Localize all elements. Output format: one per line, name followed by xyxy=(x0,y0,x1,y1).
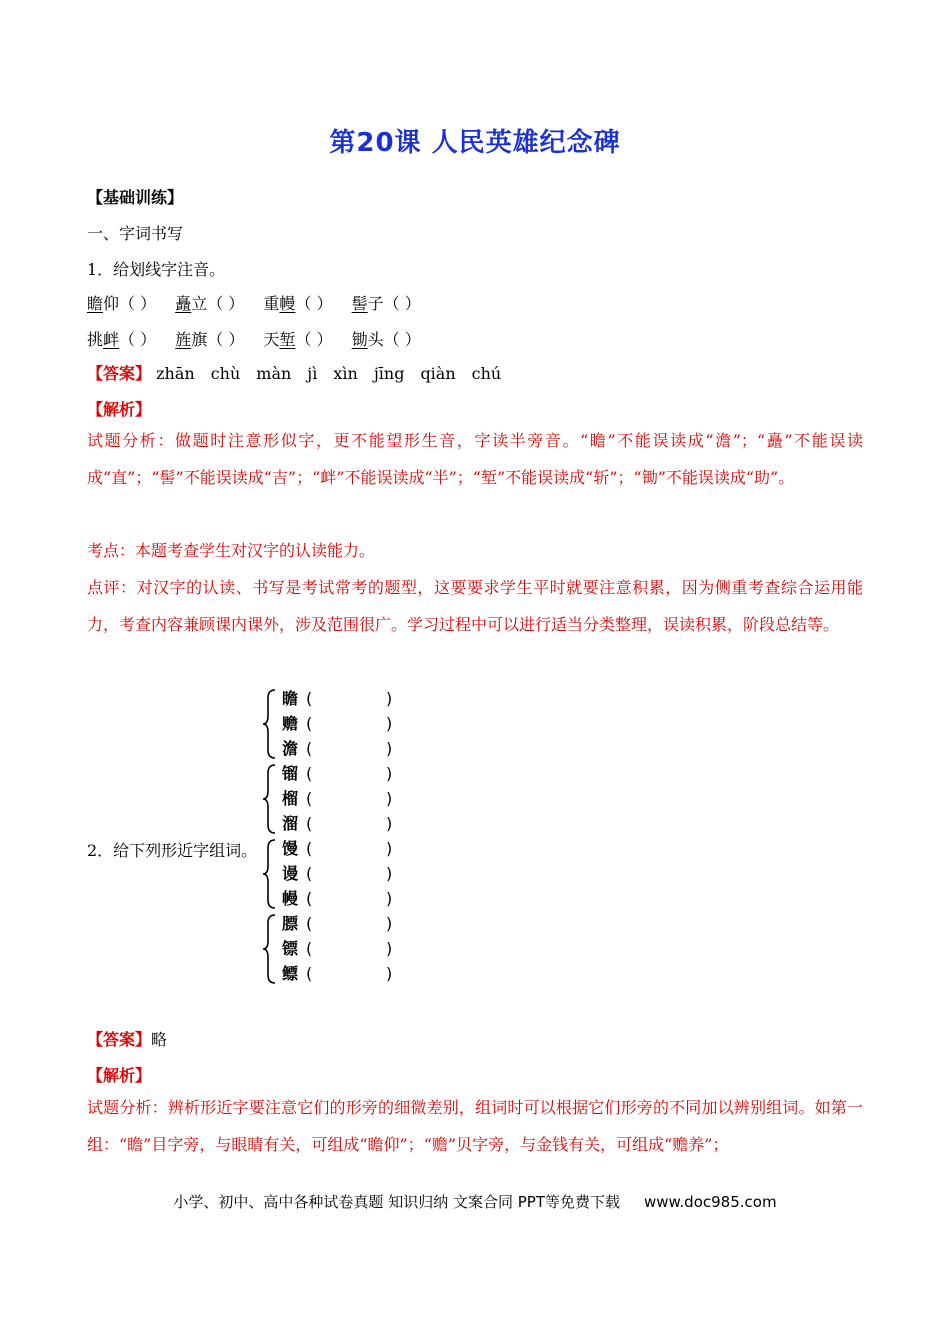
group-row: 幔 ( ) xyxy=(282,889,393,908)
group-row: 榴 ( ) xyxy=(282,789,393,808)
analysis-2: 试题分析：辨析形近字要注意它们的形旁的细微差别，组词时可以根据它们形旁的不同加以辨别组词。如第一组：“瞻”目字旁，与眼睛有关，可组成“瞻仰”；“赡”贝字旁，与金钱有关，可组成“赡养”； xyxy=(87,1098,863,1154)
char-group xyxy=(262,686,402,760)
item: 重幔（ ） xyxy=(263,294,333,313)
group-row: 赡 ( ) xyxy=(282,714,393,733)
answer-1: 【答案】 zhān chù màn jì xìn jīng qiàn chú xyxy=(87,364,502,383)
group-row: 馒 ( ) xyxy=(282,839,393,858)
comment-1: 点评：对汉字的认读、书写是考试常考的题型，这要要求学生平时就要注意积累，因为侧重考查综合运用能力，考查内容兼顾课内课外，涉及范围很广。学习过程中可以进行适当分类整理，误读积累，阶段总结等。 xyxy=(87,578,863,634)
char-group xyxy=(262,761,402,835)
group-row: 鳔 ( ) xyxy=(282,964,393,983)
question-1-row-2 xyxy=(87,327,421,350)
item: 旌旗（ ） xyxy=(175,330,245,349)
group-row: 瞻 ( ) xyxy=(282,689,393,708)
char-group xyxy=(262,911,402,985)
char-groups xyxy=(262,686,412,986)
brace-icon xyxy=(262,688,276,760)
group-row: 谩 ( ) xyxy=(282,864,393,883)
brace-icon xyxy=(262,763,276,835)
section-heading: 【基础训练】 xyxy=(87,188,184,207)
footer-text: 小学、初中、高中各种试卷真题 知识归纳 文案合同 PPT等免费下载 xyxy=(173,1193,620,1211)
item: 挑衅（ ） xyxy=(87,330,157,349)
group-row: 镏 ( ) xyxy=(282,764,393,783)
question-1-row-1 xyxy=(87,291,421,314)
part-heading: 一、字词书写 xyxy=(87,224,184,243)
answer-2: 【答案】略 xyxy=(87,1030,168,1049)
footer xyxy=(0,1191,950,1212)
point-1: 考点：本题考查学生对汉字的认读能力。 xyxy=(87,541,376,560)
analysis-label-2: 【解析】 xyxy=(87,1066,152,1085)
group-row: 膘 ( ) xyxy=(282,914,393,933)
char-group xyxy=(262,836,402,910)
question-2-prompt: 2．给下列形近字组词。 xyxy=(87,841,258,860)
item: 瞻仰（ ） xyxy=(87,294,157,313)
group-row: 澹 ( ) xyxy=(282,739,393,758)
group-row: 镖 ( ) xyxy=(282,939,393,958)
footer-url[interactable]: www.doc985.com xyxy=(643,1193,777,1211)
group-row: 溜 ( ) xyxy=(282,814,393,833)
item: 天堑（ ） xyxy=(263,330,333,349)
question-1-prompt: 1．给划线字注音。 xyxy=(87,260,226,279)
brace-icon xyxy=(262,913,276,985)
item: 矗立（ ） xyxy=(175,294,245,313)
item: 髻子（ ） xyxy=(351,294,421,313)
analysis-1: 试题分析：做题时注意形似字，更不能望形生音，字读半旁音。“瞻”不能误读成“澹”；“矗”不能误读成“直”；“髻”不能误读成“吉”；“衅”不能误读成“半”；“堑”不能误读成“斩”；“锄”不能误读成“助”。 xyxy=(87,431,863,487)
item: 锄头（ ） xyxy=(351,330,421,349)
page-title: 第20课 人民英雄纪念碑 xyxy=(329,128,621,158)
analysis-label-1: 【解析】 xyxy=(87,400,152,419)
brace-icon xyxy=(262,838,276,910)
